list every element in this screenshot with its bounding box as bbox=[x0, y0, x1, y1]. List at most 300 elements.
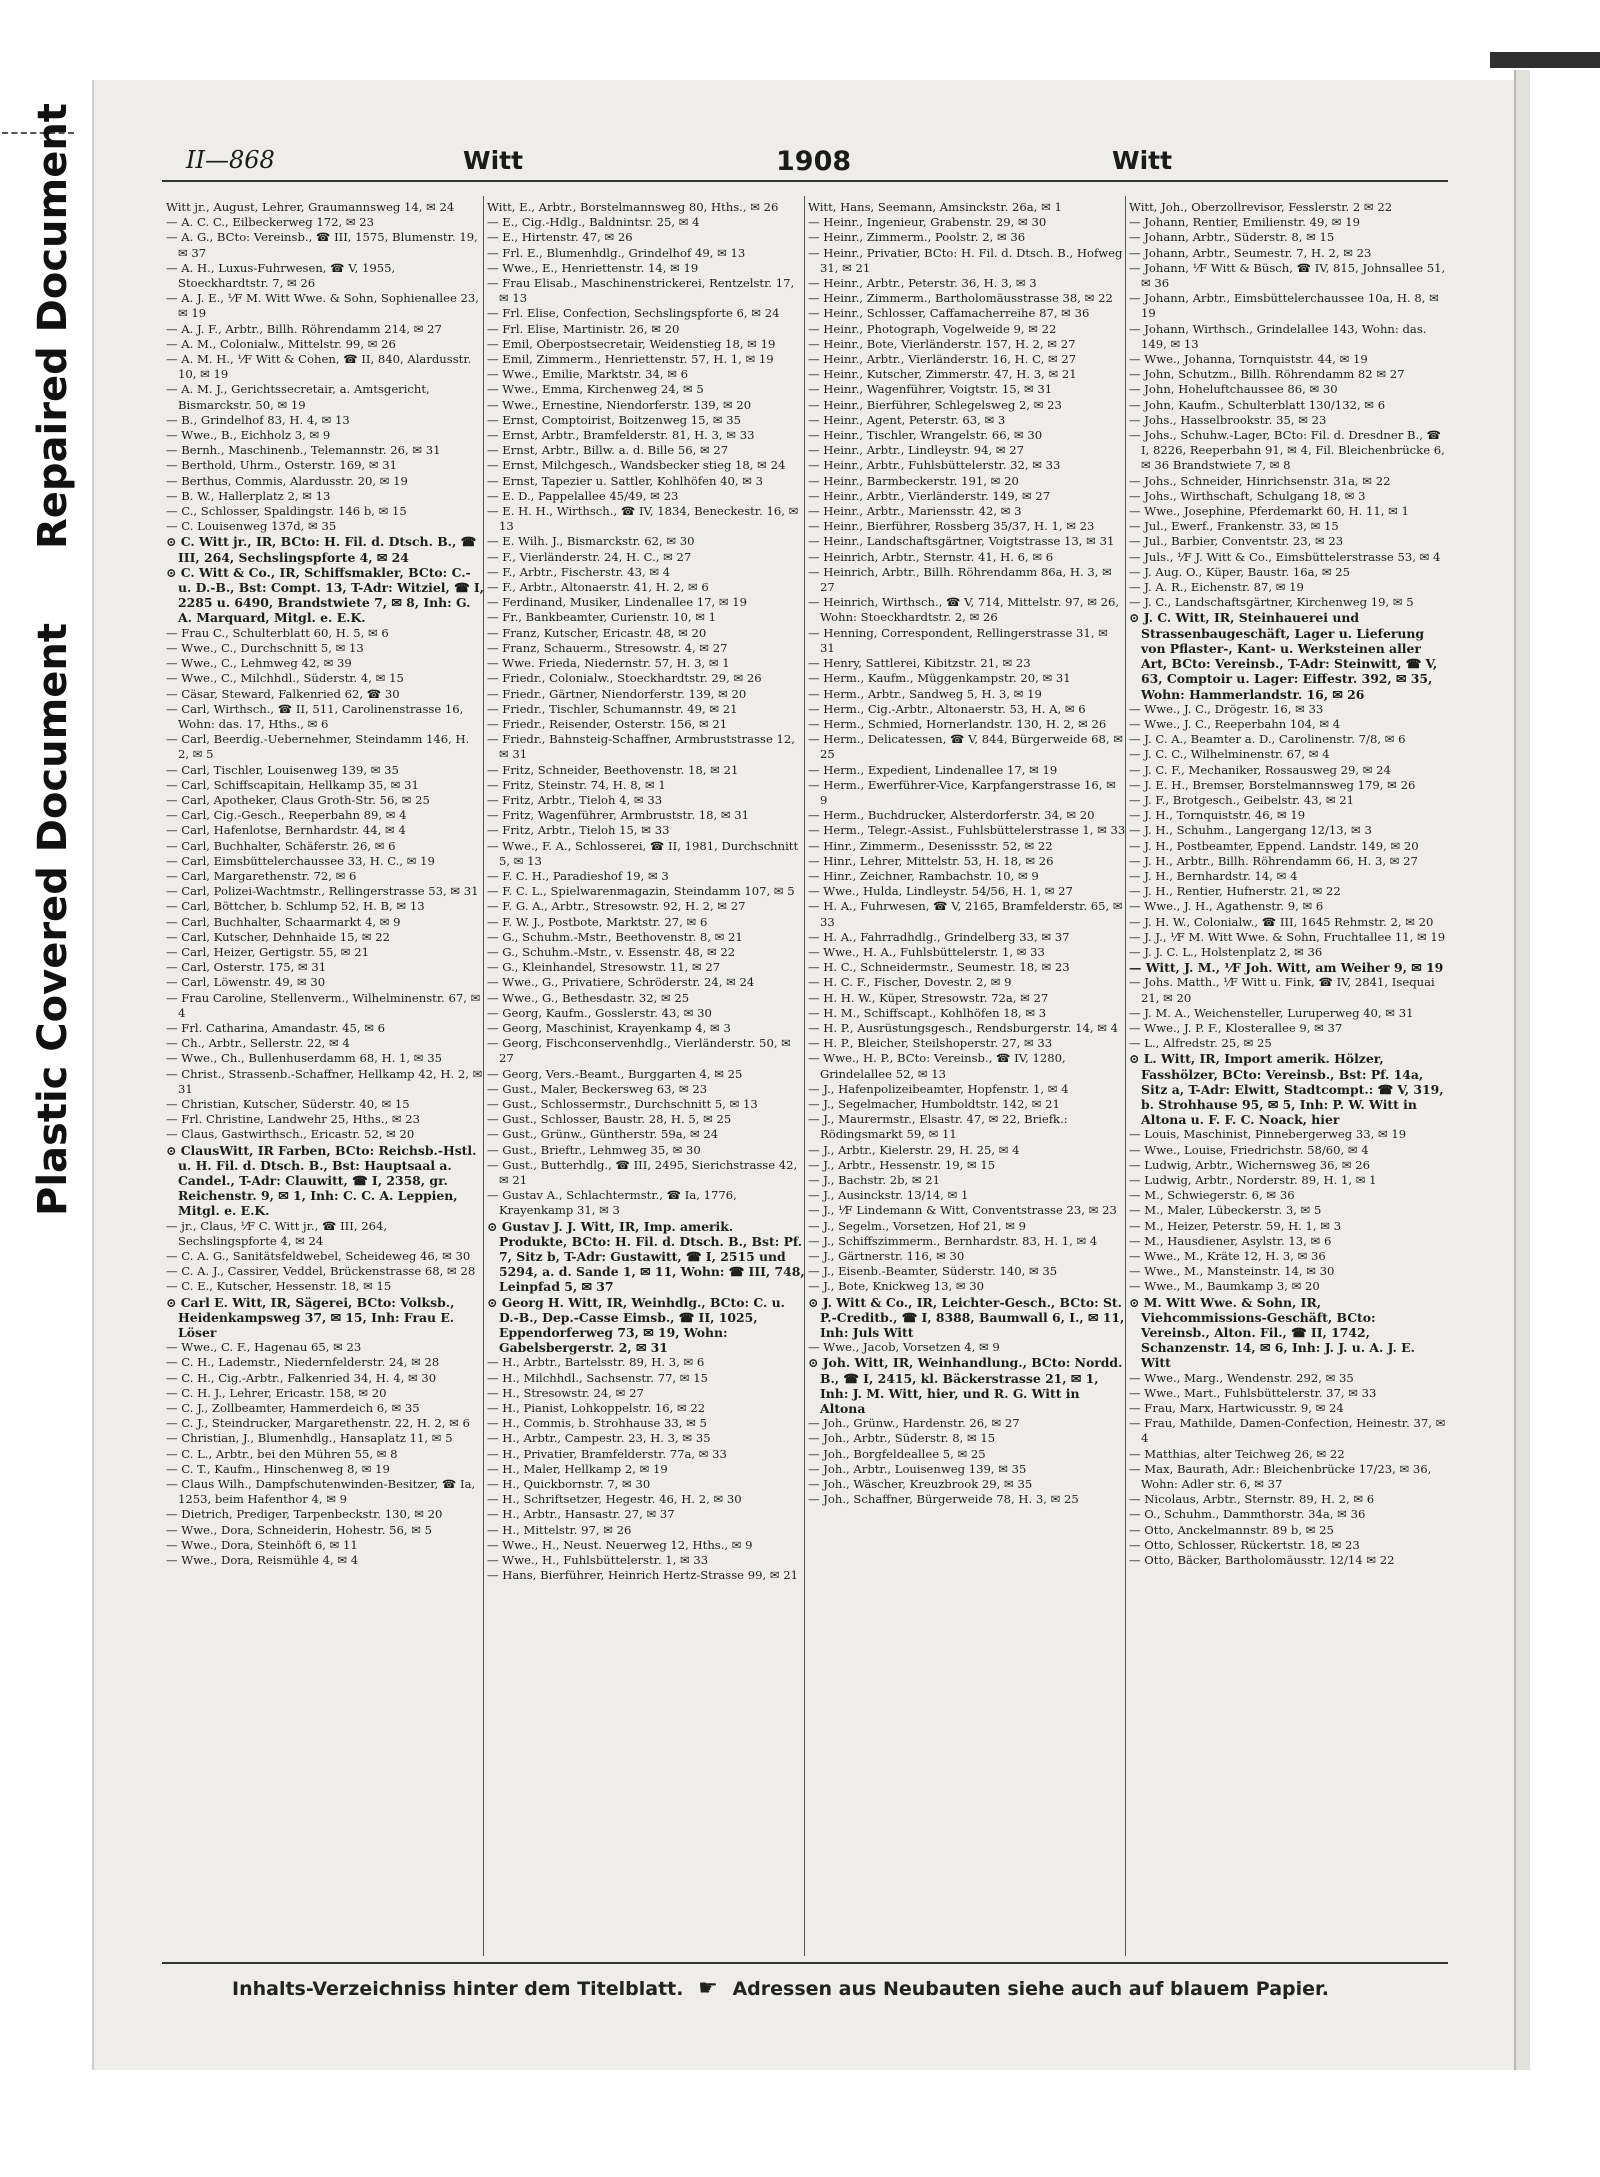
page-edge-right bbox=[1514, 70, 1530, 2070]
directory-entry: — Johann, Wirthsch., Grindelallee 143, Wohn: das. 149, ✉ 13 bbox=[1129, 321, 1427, 351]
directory-entry: — Heinr., Bote, Vierländerstr. 157, H. 2, ✉ 27 bbox=[808, 336, 1076, 351]
directory-entry: — H., Milchhdl., Sachsenstr. 77, ✉ 15 bbox=[487, 1370, 708, 1385]
directory-entry: — J. C. A., Beamter a. D., Carolinenstr. 7/8, ✉ 6 bbox=[1129, 732, 1406, 747]
directory-entry: — Wwe., J. H., Agathenstr. 9, ✉ 6 bbox=[1129, 899, 1324, 914]
directory-entry: — Witt, J. M., ⅟F Joh. Witt, am Weiher 9, ✉ 19 bbox=[1129, 960, 1444, 976]
directory-entry: — H., Schriftsetzer, Hegestr. 46, H. 2, ✉ 30 bbox=[487, 1492, 742, 1507]
directory-entry: — G., Kleinhandel, Stresowstr. 11, ✉ 27 bbox=[487, 960, 721, 975]
directory-entry: — Joh., Grünw., Hardenstr. 26, ✉ 27 bbox=[808, 1416, 1020, 1431]
directory-entry: — J. A. R., Eichenstr. 87, ✉ 19 bbox=[1129, 580, 1304, 595]
directory-entry: — Frl. E., Blumenhdlg., Grindelhof 49, ✉ 13 bbox=[487, 245, 746, 260]
directory-entry: — A. H., Luxus-Fuhrwesen, ☎ V, 1955, Stoeckhardtstr. 7, ✉ 26 bbox=[166, 260, 396, 291]
directory-entry: — Claus, Gastwirthsch., Ericastr. 52, ✉ 20 bbox=[166, 1127, 415, 1142]
directory-entry: — J. M. A., Weichensteller, Luruperweg 40, ✉ 31 bbox=[1129, 1005, 1414, 1020]
directory-entry: — Wwe., Emilie, Marktstr. 34, ✉ 6 bbox=[487, 367, 689, 382]
directory-entry: — Ernst, Tapezier u. Sattler, Kohlhöfen 40, ✉ 3 bbox=[487, 473, 764, 488]
directory-entry: — Carl, Osterstr. 175, ✉ 31 bbox=[166, 960, 327, 975]
directory-entry: Witt, E., Arbtr., Borstelmannsweg 80, Hths., ✉ 26 bbox=[487, 200, 779, 214]
directory-entry: — Heinr., Arbtr., Fuhlsbüttelerstr. 32, ✉ 33 bbox=[808, 458, 1061, 473]
directory-entry: — Friedr., Reisender, Osterstr. 156, ✉ 21 bbox=[487, 716, 728, 731]
plastic-covered-label: Plastic Covered Document bbox=[30, 622, 76, 1216]
directory-entry: — Johann, Rentier, Emilienstr. 49, ✉ 19 bbox=[1129, 215, 1360, 230]
directory-entry: ⊙ Carl E. Witt, IR, Sägerei, BCto: Volksb., Heidenkampsweg 37, ✉ 15, Inh: Frau E. Löser bbox=[166, 1294, 455, 1341]
directory-entry: — Frl. Catharina, Amandastr. 45, ✉ 6 bbox=[166, 1020, 385, 1035]
directory-entry: — Gust., Schlosser, Baustr. 28, H. 5, ✉ 25 bbox=[487, 1112, 732, 1127]
directory-entry: — Georg, Maschinist, Krayenkamp 4, ✉ 3 bbox=[487, 1020, 731, 1035]
directory-entry: — C. H., Lademstr., Niedernfelderstr. 24, ✉ 28 bbox=[166, 1355, 440, 1370]
directory-entry: — Herm., Schmied, Hornerlandstr. 130, H. 2, ✉ 26 bbox=[808, 716, 1107, 731]
directory-entry: — Frau Elisab., Maschinenstrickerei, Rentzelstr. 17, ✉ 13 bbox=[487, 276, 795, 306]
directory-entry: — Carl, Löwenstr. 49, ✉ 30 bbox=[166, 975, 326, 990]
directory-entry: — Wwe., B., Eichholz 3, ✉ 9 bbox=[166, 428, 331, 443]
directory-entry: — B. W., Hallerplatz 2, ✉ 13 bbox=[166, 488, 331, 503]
directory-entry: — C. A. J., Cassirer, Veddel, Brückenstrasse 68, ✉ 28 bbox=[166, 1264, 476, 1279]
directory-entry: — Bernh., Maschinenb., Telemannstr. 26, ✉ 31 bbox=[166, 443, 441, 458]
directory-entry: — Christian, J., Blumenhdlg., Hansaplatz 11, ✉ 5 bbox=[166, 1431, 453, 1446]
directory-entry: — Wwe., C., Lehmweg 42, ✉ 39 bbox=[166, 656, 352, 671]
directory-entry: — Otto, Bäcker, Bartholomäusstr. 12/14 ✉ 22 bbox=[1129, 1553, 1395, 1568]
directory-entry: — Fritz, Arbtr., Tieloh 15, ✉ 33 bbox=[487, 823, 670, 838]
directory-entry: — Wwe., F. A., Schlosserei, ☎ II, 1981, Durchschnitt 5, ✉ 13 bbox=[487, 838, 799, 868]
directory-entry: — Ernst, Arbtr., Billw. a. d. Bille 56, ✉ 27 bbox=[487, 443, 729, 458]
directory-entry: — Georg, Kaufm., Gosslerstr. 43, ✉ 30 bbox=[487, 1005, 712, 1020]
directory-entry: — Emil, Oberpostsecretair, Weidenstieg 18, ✉ 19 bbox=[487, 336, 776, 351]
directory-entry: — C. A. G., Sanitätsfeldwebel, Scheideweg 46, ✉ 30 bbox=[166, 1249, 471, 1264]
directory-entry: — J. J., ⅟F M. Witt Wwe. & Sohn, Fruchtallee 11, ✉ 19 bbox=[1129, 929, 1446, 944]
directory-entry: — Ludwig, Arbtr., Norderstr. 89, H. 1, ✉ 1 bbox=[1129, 1173, 1377, 1187]
directory-entry: — Jul., Barbier, Conventstr. 23, ✉ 23 bbox=[1129, 534, 1344, 549]
directory-entry: — Otto, Anckelmannstr. 89 b, ✉ 25 bbox=[1129, 1522, 1334, 1537]
directory-entry: — Heinr., Zimmerm., Bartholomäusstrasse 38, ✉ 22 bbox=[808, 291, 1113, 306]
directory-entry: — J. H., Rentier, Hufnerstr. 21, ✉ 22 bbox=[1129, 884, 1341, 899]
directory-entry: — Berthus, Commis, Alardusstr. 20, ✉ 19 bbox=[166, 473, 408, 488]
directory-entry: — Heinr., Photograph, Vogelweide 9, ✉ 22 bbox=[808, 321, 1057, 336]
header-right-name: Witt bbox=[1112, 146, 1173, 175]
directory-entry: — Heinr., Agent, Peterstr. 63, ✉ 3 bbox=[808, 412, 1006, 427]
directory-entry: — J., Hafenpolizeibeamter, Hopfenstr. 1, ✉ 4 bbox=[808, 1081, 1069, 1096]
directory-entry: — Heinr., Arbtr., Peterstr. 36, H. 3, ✉ 3 bbox=[808, 276, 1037, 291]
directory-entry: — A. M. H., ⅟F Witt & Cohen, ☎ II, 840, Alardusstr. 10, ✉ 19 bbox=[166, 352, 472, 382]
directory-entry: — Jul., Ewerf., Frankenstr. 33, ✉ 15 bbox=[1129, 519, 1339, 534]
pointing-hand-icon: ☛ bbox=[698, 1976, 718, 2001]
directory-entry: — Heinr., Privatier, BCto: H. Fil. d. Dtsch. B., Hofweg 31, ✉ 21 bbox=[808, 245, 1123, 275]
directory-entry: Witt jr., August, Lehrer, Graumannsweg 14, ✉ 24 bbox=[166, 200, 455, 214]
directory-entry: — Carl, Margarethenstr. 72, ✉ 6 bbox=[166, 868, 357, 883]
directory-entry: — Joh., Arbtr., Süderstr. 8, ✉ 15 bbox=[808, 1431, 996, 1446]
directory-entry: — Wwe., Dora, Reismühle 4, ✉ 4 bbox=[166, 1553, 359, 1568]
directory-entry: — J., Bote, Knickweg 13, ✉ 30 bbox=[808, 1279, 984, 1294]
directory-entry: — H., Arbtr., Bartelsstr. 89, H. 3, ✉ 6 bbox=[487, 1355, 705, 1370]
directory-entry: ⊙ Gustav J. J. Witt, IR, Imp. amerik. Produkte, BCto: H. Fil. d. Dtsch. B., Bst: Pf. 7, Sitz b, T-Adr: Gustawitt, ☎ I, 2515 und 5294, a. d. Sande 1, ✉ 11, Wohn: ☎ III, 748, Leinpfad 5, ✉ 37 bbox=[487, 1218, 805, 1295]
directory-entry: — Joh., Schaffner, Bürgerweide 78, H. 3, ✉ 25 bbox=[808, 1492, 1079, 1507]
directory-entry: — J., Segelm., Vorsetzen, Hof 21, ✉ 9 bbox=[808, 1218, 1026, 1233]
directory-entry: — Wwe., M., Kräte 12, H. 3, ✉ 36 bbox=[1129, 1249, 1326, 1264]
directory-entry: — J., Bachstr. 2b, ✉ 21 bbox=[808, 1173, 941, 1187]
directory-entry: — Fr., Bankbeamter, Curienstr. 10, ✉ 1 bbox=[487, 610, 716, 625]
page-edge-shadow bbox=[1490, 52, 1600, 68]
directory-entry: ⊙ M. Witt Wwe. & Sohn, IR, Viehcommissions-Geschäft, BCto: Vereinsb., Alton. Fil., ☎ II, 1742, Schanzenstr. 14, ✉ 6, Inh: J. J. u. A. J. E. Witt bbox=[1129, 1294, 1415, 1371]
directory-entry: — H., Quickbornstr. 7, ✉ 30 bbox=[487, 1477, 651, 1492]
directory-entry: — Herm., Cig.-Arbtr., Altonaerstr. 53, H. A, ✉ 6 bbox=[808, 701, 1086, 716]
footer-index-note: Inhalts-Verzeichniss hinter dem Titelblatt. bbox=[232, 1978, 684, 2000]
directory-entry: — H., Privatier, Bramfelderstr. 77a, ✉ 33 bbox=[487, 1446, 727, 1461]
directory-entry: — Heinr., Landschaftsgärtner, Voigtstrasse 13, ✉ 31 bbox=[808, 534, 1115, 549]
directory-entry: — Heinr., Arbtr., Lindleystr. 94, ✉ 27 bbox=[808, 443, 1025, 458]
directory-entry: — Ernst, Arbtr., Bramfelderstr. 81, H. 3, ✉ 33 bbox=[487, 428, 755, 443]
column-divider bbox=[804, 196, 805, 1956]
directory-entry: — E. D., Pappelallee 45/49, ✉ 23 bbox=[487, 488, 679, 503]
directory-entry: — Wwe., H. P., BCto: Vereinsb., ☎ IV, 1280, Grindelallee 52, ✉ 13 bbox=[808, 1051, 1066, 1081]
directory-entry: — Otto, Schlosser, Rückertstr. 18, ✉ 23 bbox=[1129, 1537, 1360, 1552]
directory-entry: — Johann, Arbtr., Seumestr. 7, H. 2, ✉ 23 bbox=[1129, 245, 1372, 260]
directory-entry: — Gust., Schlossermstr., Durchschnitt 5, ✉ 13 bbox=[487, 1096, 758, 1111]
directory-entry: — Dietrich, Prediger, Tarpenbeckstr. 130, ✉ 20 bbox=[166, 1507, 443, 1522]
directory-entry: — Wwe., Josephine, Pferdemarkt 60, H. 11, ✉ 1 bbox=[1129, 504, 1409, 519]
directory-entry: — G., Schuhm.-Mstr., Beethovenstr. 8, ✉ 21 bbox=[487, 929, 743, 944]
directory-entry: — E., Cig.-Hdlg., Baldnintsr. 25, ✉ 4 bbox=[487, 215, 700, 230]
directory-entry: — F. G. A., Arbtr., Stresowstr. 92, H. 2, ✉ 27 bbox=[487, 899, 746, 914]
directory-entry: — H., Commis, b. Strohhause 33, ✉ 5 bbox=[487, 1416, 707, 1431]
directory-entry: — B., Grindelhof 83, H. 4, ✉ 13 bbox=[166, 412, 350, 427]
directory-entry: — J. H. W., Colonialw., ☎ III, 1645 Rehmstr. 2, ✉ 20 bbox=[1129, 914, 1434, 929]
directory-entry: — Heinr., Bierführer, Rossberg 35/37, H. 1, ✉ 23 bbox=[808, 519, 1095, 534]
directory-entry: — Wwe., Jacob, Vorsetzen 4, ✉ 9 bbox=[808, 1340, 1000, 1355]
directory-entry: ⊙ J. C. Witt, IR, Steinhauerei und Strassenbaugeschäft, Lager u. Lieferung von Pflaster-, Kant- u. Werksteinen aller Art, BCto: Vereinsb., T-Adr: Steinwitt, ☎ V, 63, Comptoir u. Lager: Eiffestr. 392, ✉ 35, Wohn: Hammerlandstr. 16, ✉ 26 bbox=[1129, 610, 1438, 702]
repaired-label: Repaired Document bbox=[30, 103, 76, 550]
directory-entry: — Carl, Heizer, Gertigstr. 55, ✉ 21 bbox=[166, 944, 369, 959]
directory-entry: — Fritz, Steinstr. 74, H. 8, ✉ 1 bbox=[487, 777, 666, 792]
directory-entry: — Heinr., Arbtr., Vierländerstr. 149, ✉ 27 bbox=[808, 488, 1051, 503]
directory-entry: — Wwe., M., Mansteinstr. 14, ✉ 30 bbox=[1129, 1264, 1335, 1279]
directory-entry: — Ernst, Comptoirist, Boitzenweg 15, ✉ 35 bbox=[487, 412, 742, 427]
directory-entry: — J., Arbtr., Hessenstr. 19, ✉ 15 bbox=[808, 1157, 996, 1172]
column-2 bbox=[487, 200, 805, 1952]
directory-entry: — G., Schuhm.-Mstr., v. Essenstr. 48, ✉ 22 bbox=[487, 944, 736, 959]
directory-entry: — J. Aug. O., Küper, Baustr. 16a, ✉ 25 bbox=[1129, 564, 1351, 579]
directory-entry: — Georg, Fischconservenhdlg., Vierländerstr. 50, ✉ 27 bbox=[487, 1036, 791, 1066]
directory-entry: — Herm., Kaufm., Müggenkampstr. 20, ✉ 31 bbox=[808, 671, 1071, 686]
directory-entry: — Johs., Hasselbrookstr. 35, ✉ 23 bbox=[1129, 412, 1327, 427]
directory-entry: — Wwe., J. P. F., Klosterallee 9, ✉ 37 bbox=[1129, 1020, 1343, 1035]
directory-entry: — Ferdinand, Musiker, Lindenallee 17, ✉ 19 bbox=[487, 595, 748, 610]
directory-entry: — Wwe., Ernestine, Niendorferstr. 139, ✉ 20 bbox=[487, 397, 752, 412]
directory-entry: — J. C. F., Mechaniker, Rossausweg 29, ✉ 24 bbox=[1129, 762, 1391, 777]
directory-entry: — Frl. Elise, Confection, Sechslingspforte 6, ✉ 24 bbox=[487, 306, 780, 321]
directory-entry: — Johann, Arbtr., Süderstr. 8, ✉ 15 bbox=[1129, 230, 1335, 245]
directory-entry: — Carl, Apotheker, Claus Groth-Str. 56, ✉ 25 bbox=[166, 792, 430, 807]
directory-entry: — Herm., Delicatessen, ☎ V, 844, Bürgerweide 68, ✉ 25 bbox=[808, 732, 1123, 762]
column-4 bbox=[1129, 200, 1447, 1952]
directory-entry: — Wwe., C., Durchschnitt 5, ✉ 13 bbox=[166, 640, 364, 655]
directory-entry: — jr., Claus, ⅟F C. Witt jr., ☎ III, 264, Sechslingspforte 4, ✉ 24 bbox=[166, 1218, 388, 1248]
directory-entry: — M., Heizer, Peterstr. 59, H. 1, ✉ 3 bbox=[1129, 1218, 1342, 1233]
directory-entry: — M., Schwiegerstr. 6, ✉ 36 bbox=[1129, 1188, 1295, 1203]
directory-entry: — Wwe., Louise, Friedrichstr. 58/60, ✉ 4 bbox=[1129, 1142, 1369, 1157]
directory-entry: — C. L., Arbtr., bei den Mühren 55, ✉ 8 bbox=[166, 1446, 398, 1461]
directory-entry: — J. J. C. L., Holstenplatz 2, ✉ 36 bbox=[1129, 944, 1323, 959]
directory-entry: — Carl, Böttcher, b. Schlump 52, H. B, ✉ 13 bbox=[166, 899, 425, 914]
directory-entry: — J. E. H., Bremser, Borstelmannsweg 179, ✉ 26 bbox=[1129, 777, 1416, 792]
directory-entry: — Wwe., Mart., Fuhlsbüttelerstr. 37, ✉ 33 bbox=[1129, 1385, 1377, 1400]
directory-entry: — Ernst, Milchgesch., Wandsbecker stieg 18, ✉ 24 bbox=[487, 458, 786, 473]
directory-entry: — Heinr., Arbtr., Vierländerstr. 16, H. C, ✉ 27 bbox=[808, 352, 1077, 367]
directory-entry: — Fritz, Arbtr., Tieloh 4, ✉ 33 bbox=[487, 792, 663, 807]
column-divider bbox=[483, 196, 484, 1956]
directory-entry: — Max, Baurath, Adr.: Bleichenbrücke 17/23, ✉ 36, Wohn: Adler str. 6, ✉ 37 bbox=[1129, 1461, 1432, 1492]
directory-entry: — Claus Wilh., Dampfschutenwinden-Besitzer, ☎ Ia, 1253, beim Hafenthor 4, ✉ 9 bbox=[166, 1477, 476, 1507]
directory-entry: — Frau Caroline, Stellenverm., Wilhelminenstr. 67, ✉ 4 bbox=[166, 990, 481, 1020]
directory-entry: — H. C., Schneidermstr., Seumestr. 18, ✉ 23 bbox=[808, 960, 1070, 975]
directory-entry: — J., Ausinckstr. 13/14, ✉ 1 bbox=[808, 1188, 969, 1203]
directory-entry: — J., Gärtnerstr. 116, ✉ 30 bbox=[808, 1249, 965, 1264]
directory-entry: — Frl. Christine, Landwehr 25, Hths., ✉ 23 bbox=[166, 1112, 421, 1127]
column-1 bbox=[166, 200, 484, 1952]
directory-entry: — J. C. C., Wilhelminenstr. 67, ✉ 4 bbox=[1129, 747, 1330, 762]
directory-entry: — Wwe., J. C., Reeperbahn 104, ✉ 4 bbox=[1129, 716, 1341, 731]
directory-entry: — M., Hausdiener, Asylstr. 13, ✉ 6 bbox=[1129, 1233, 1332, 1248]
directory-entry: — John, Hoheluftchaussee 86, ✉ 30 bbox=[1129, 382, 1338, 397]
directory-entry: — Berthold, Uhrm., Osterstr. 169, ✉ 31 bbox=[166, 458, 398, 473]
directory-entry: — Carl, Schiffscapitain, Hellkamp 35, ✉ 31 bbox=[166, 777, 419, 792]
directory-entry: — Carl, Buchhalter, Schaarmarkt 4, ✉ 9 bbox=[166, 914, 401, 929]
directory-entry: — J., Schiffszimmerm., Bernhardstr. 83, H. 1, ✉ 4 bbox=[808, 1233, 1098, 1248]
directory-entry: ⊙ C. Witt jr., IR, BCto: H. Fil. d. Dtsch. B., ☎ III, 264, Sechslingspforte 4, ✉ 24 bbox=[166, 534, 477, 565]
directory-entry: — J. H., Arbtr., Billh. Röhrendamm 66, H. 3, ✉ 27 bbox=[1129, 853, 1418, 868]
directory-entry: — Joh., Wäscher, Kreuzbrook 29, ✉ 35 bbox=[808, 1477, 1033, 1492]
directory-entry: ⊙ Georg H. Witt, IR, Weinhdlg., BCto: C. u. D.-B., Dep.-Casse Eimsb., ☎ II, 1025, Eppendorferweg 73, ✉ 19, Wohn: Gabelsbergerstr. 2, ✉ 31 bbox=[487, 1294, 785, 1356]
directory-entry: — Carl, Cig.-Gesch., Reeperbahn 89, ✉ 4 bbox=[166, 808, 407, 823]
directory-entry: — Herm., Expedient, Lindenallee 17, ✉ 19 bbox=[808, 762, 1058, 777]
directory-entry: — H. P., Bleicher, Steilshoperstr. 27, ✉ 33 bbox=[808, 1036, 1053, 1051]
directory-entry: — M., Maler, Lübeckerstr. 3, ✉ 5 bbox=[1129, 1203, 1322, 1218]
header-rule bbox=[162, 180, 1448, 182]
header-left-name: Witt bbox=[463, 146, 524, 175]
directory-entry: — L., Alfredstr. 25, ✉ 25 bbox=[1129, 1036, 1272, 1051]
directory-entry: ⊙ Joh. Witt, IR, Weinhandlung., BCto: Nordd. B., ☎ I, 2415, kl. Bäckerstrasse 21, ✉ 1, Inh: J. M. Witt, hier, und R. G. Witt in Altona bbox=[808, 1355, 1123, 1417]
directory-entry: — H., Arbtr., Hansastr. 27, ✉ 37 bbox=[487, 1507, 675, 1522]
footer-rule bbox=[162, 1962, 1448, 1964]
directory-entry: — Wwe., M., Baumkamp 3, ✉ 20 bbox=[1129, 1279, 1320, 1294]
directory-entry: — Wwe., E., Henriettenstr. 14, ✉ 19 bbox=[487, 260, 699, 275]
directory-entry: — J. H., Bernhardstr. 14, ✉ 4 bbox=[1129, 868, 1298, 883]
directory-entry: — J. H., Tornquiststr. 46, ✉ 19 bbox=[1129, 808, 1306, 823]
directory-entry: — A. C. C., Eilbeckerweg 172, ✉ 23 bbox=[166, 215, 374, 230]
directory-entry: — Johann, Arbtr., Eimsbüttelerchaussee 10a, H. 8, ✉ 19 bbox=[1129, 291, 1439, 321]
directory-entry: — Carl, Kutscher, Dehnhaide 15, ✉ 22 bbox=[166, 929, 391, 944]
directory-entry: Witt, Joh., Oberzollrevisor, Fesslerstr. 2 ✉ 22 bbox=[1129, 200, 1393, 214]
directory-entry: — Heinr., Kutscher, Zimmerstr. 47, H. 3, ✉ 21 bbox=[808, 367, 1077, 382]
directory-entry: — E., Hirtenstr. 47, ✉ 26 bbox=[487, 230, 633, 245]
directory-entry: — Johs., Schuhw.-Lager, BCto: Fil. d. Dresdner B., ☎ I, 8226, Reeperbahn 91, ✉ 4, Fil. Bleichenbrücke 6, ✉ 36 Brandstwiete 7, ✉ 8 bbox=[1129, 428, 1445, 473]
directory-entry: — Wwe., G., Bethesdastr. 32, ✉ 25 bbox=[487, 990, 690, 1005]
directory-entry: — Wwe., Emma, Kirchenweg 24, ✉ 5 bbox=[487, 382, 704, 397]
directory-entry: — J. H., Schuhm., Langergang 12/13, ✉ 3 bbox=[1129, 823, 1372, 838]
directory-entry: — Carl, Tischler, Louisenweg 139, ✉ 35 bbox=[166, 762, 399, 777]
directory-entry: — C. T., Kaufm., Hinschenweg 8, ✉ 19 bbox=[166, 1461, 390, 1476]
column-divider bbox=[1125, 196, 1126, 1956]
directory-entry: — F., Arbtr., Altonaerstr. 41, H. 2, ✉ 6 bbox=[487, 580, 709, 595]
directory-entry: — Joh., Borgfeldeallee 5, ✉ 25 bbox=[808, 1446, 986, 1461]
directory-entry: — C. Louisenweg 137d, ✉ 35 bbox=[166, 519, 337, 534]
directory-entry: — A. J. E., ⅟F M. Witt Wwe. & Sohn, Sophienallee 23, ✉ 19 bbox=[166, 291, 479, 321]
directory-entry: — Heinr., Schlosser, Caffamacherreihe 87, ✉ 36 bbox=[808, 306, 1090, 321]
directory-entry: — Heinrich, Wirthsch., ☎ V, 714, Mittelstr. 97, ✉ 26, Wohn: Stoeckhardtstr. 2, ✉ 26 bbox=[808, 595, 1120, 625]
directory-entry: — Carl, Beerdig.-Uebernehmer, Steindamm 146, H. 2, ✉ 5 bbox=[166, 732, 470, 762]
directory-entry: — H. A., Fahrradhdlg., Grindelberg 33, ✉ 37 bbox=[808, 929, 1070, 944]
directory-entry: — C., Schlosser, Spaldingstr. 146 b, ✉ 15 bbox=[166, 504, 407, 519]
directory-entry: — Herm., Ewerführer-Vice, Karpfangerstrasse 16, ✉ 9 bbox=[808, 777, 1116, 807]
directory-entry: — Johs., Schneider, Hinrichsenstr. 31a, ✉ 22 bbox=[1129, 473, 1391, 488]
directory-entry: — Wwe., C. F., Hagenau 65, ✉ 23 bbox=[166, 1340, 362, 1355]
directory-entry: — Herm., Telegr.-Assist., Fuhlsbüttelerstrasse 1, ✉ 33 bbox=[808, 823, 1126, 838]
directory-entry: — Wwe., Johanna, Tornquiststr. 44, ✉ 19 bbox=[1129, 352, 1368, 367]
directory-entry: — Wwe., H., Fuhlsbüttelerstr. 1, ✉ 33 bbox=[487, 1553, 709, 1568]
directory-entry: — A. J. F., Arbtr., Billh. Röhrendamm 214, ✉ 27 bbox=[166, 321, 442, 336]
directory-entry: — Henning, Correspondent, Rellingerstrasse 31, ✉ 31 bbox=[808, 625, 1108, 655]
directory-entry: ⊙ L. Witt, IR, Import amerik. Hölzer, Fasshölzer, BCto: Vereinsb., Bst: Pf. 14a, Sitz a, T-Adr: Elwitt, Stadtcompt.: ☎ V, 319, b. Strohhause 95, ✉ 5, Inh: P. W. Witt in Altona u. F. F. C. Noack, hier bbox=[1129, 1051, 1444, 1128]
directory-entry: — Fritz, Wagenführer, Armbruststr. 18, ✉ 31 bbox=[487, 808, 750, 823]
directory-entry: — E. Wilh. J., Bismarckstr. 62, ✉ 30 bbox=[487, 534, 695, 549]
directory-entry: — John, Kaufm., Schulterblatt 130/132, ✉ 6 bbox=[1129, 397, 1386, 412]
directory-entry: — Gust., Brieftr., Lehmweg 35, ✉ 30 bbox=[487, 1142, 701, 1157]
directory-entry: — H., Arbtr., Campestr. 23, H. 3, ✉ 35 bbox=[487, 1431, 711, 1446]
directory-entry: — Wwe. Frieda, Niedernstr. 57, H. 3, ✉ 1 bbox=[487, 656, 730, 671]
directory-entry: — Carl, Wirthsch., ☎ II, 511, Carolinenstrasse 16, Wohn: das. 17, Hths., ✉ 6 bbox=[166, 701, 464, 731]
directory-entry: — Nicolaus, Arbtr., Sternstr. 89, H. 2, ✉ 6 bbox=[1129, 1492, 1375, 1507]
directory-entry: — Joh., Arbtr., Louisenweg 139, ✉ 35 bbox=[808, 1461, 1027, 1476]
directory-entry: — Wwe., C., Milchhdl., Süderstr. 4, ✉ 15 bbox=[166, 671, 404, 686]
directory-entry: — Juls., ⅟F J. Witt & Co., Eimsbüttelerstrasse 53, ✉ 4 bbox=[1129, 549, 1441, 564]
directory-entry: — Cäsar, Steward, Falkenried 62, ☎ 30 bbox=[166, 686, 400, 701]
directory-entry: — Heinr., Arbtr., Mariensstr. 42, ✉ 3 bbox=[808, 504, 1022, 519]
directory-entry: — Christian, Kutscher, Süderstr. 40, ✉ 15 bbox=[166, 1096, 410, 1111]
directory-entry: — C. J., Zollbeamter, Hammerdeich 6, ✉ 35 bbox=[166, 1401, 420, 1416]
directory-entry: — Wwe., H. A., Fuhlsbüttelerstr. 1, ✉ 33 bbox=[808, 944, 1045, 959]
directory-entry: — A. M., Colonialw., Mittelstr. 99, ✉ 26 bbox=[166, 336, 396, 351]
directory-entry: — Heinr., Zimmerm., Poolstr. 2, ✉ 36 bbox=[808, 230, 1026, 245]
directory-entry: — Gust., Grünw., Güntherstr. 59a, ✉ 24 bbox=[487, 1127, 719, 1142]
directory-entry: — Franz, Kutscher, Ericastr. 48, ✉ 20 bbox=[487, 625, 707, 640]
directory-entry: — Louis, Maschinist, Pinnebergerweg 33, ✉ 19 bbox=[1129, 1127, 1407, 1142]
directory-entry: — Ludwig, Arbtr., Wichernsweg 36, ✉ 26 bbox=[1129, 1157, 1370, 1172]
directory-entry: — Johs. Matth., ⅟F Witt u. Fink, ☎ IV, 2841, Isequai 21, ✉ 20 bbox=[1129, 975, 1435, 1005]
directory-entry: — H. A., Fuhrwesen, ☎ V, 2165, Bramfelderstr. 65, ✉ 33 bbox=[808, 899, 1123, 929]
directory-entry: — C. J., Steindrucker, Margarethenstr. 22, H. 2, ✉ 6 bbox=[166, 1416, 470, 1431]
directory-entry: — John, Schutzm., Billh. Röhrendamm 82 ✉ 27 bbox=[1129, 367, 1405, 382]
directory-entry: Witt, Hans, Seemann, Amsinckstr. 26a, ✉ 1 bbox=[808, 200, 1062, 214]
directory-entry: — H., Stresowstr. 24, ✉ 27 bbox=[487, 1385, 644, 1400]
directory-entry: ⊙ ClausWitt, IR Farben, BCto: Reichsb.-Hstl. u. H. Fil. d. Dtsch. B., Bst: Hauptsaal a. Candel., T-Adr: Clauwitt, ☎ I, 2358, gr. Reichenstr. 9, ✉ 1, Inh: C. C. A. Leppien, Mitgl. e. E.K. bbox=[166, 1142, 477, 1219]
directory-entry: ⊙ C. Witt & Co., IR, Schiffsmakler, BCto: C.- u. D.-B., Bst: Compt. 13, T-Adr: Witziel, ☎ I, 2285 u. 6490, Brandstwiete 7, ✉ 8, Inh: G. A. Marquard, Mitgl. e. E.K. bbox=[166, 564, 484, 626]
page-number: II—868 bbox=[186, 146, 275, 174]
directory-entry: — E. H. H., Wirthsch., ☎ IV, 1834, Beneckestr. 16, ✉ 13 bbox=[487, 504, 799, 534]
directory-entry: — J. C., Landschaftsgärtner, Kirchenweg 19, ✉ 5 bbox=[1129, 595, 1414, 610]
directory-entry: — Heinr., Ingenieur, Grabenstr. 29, ✉ 30 bbox=[808, 215, 1047, 230]
directory-entry: — Friedr., Bahnsteig-Schaffner, Armbruststrasse 12, ✉ 31 bbox=[487, 732, 795, 762]
directory-entry: — Johann, ⅟F Witt & Büsch, ☎ IV, 815, Johnsallee 51, ✉ 36 bbox=[1129, 260, 1446, 291]
header-year: 1908 bbox=[776, 146, 852, 177]
directory-entry: — Ch., Arbtr., Sellerstr. 22, ✉ 4 bbox=[166, 1036, 350, 1051]
directory-entry: — Wwe., H., Neust. Neuerweg 12, Hths., ✉ 9 bbox=[487, 1537, 753, 1552]
directory-entry: — Heinrich, Arbtr., Sternstr. 41, H. 6, ✉ 6 bbox=[808, 549, 1054, 564]
directory-entry: — H. C. F., Fischer, Dovestr. 2, ✉ 9 bbox=[808, 975, 1012, 990]
directory-entry: — A. M. J., Gerichtssecretair, a. Amtsgericht, Bismarckstr. 50, ✉ 19 bbox=[166, 382, 430, 412]
directory-entry: — Wwe., Hulda, Lindleystr. 54/56, H. 1, ✉ 27 bbox=[808, 884, 1073, 899]
directory-entry: — Christ., Strassenb.-Schaffner, Hellkamp 42, H. 2, ✉ 31 bbox=[166, 1066, 483, 1096]
directory-entry: — Frl. Elise, Martinistr. 26, ✉ 20 bbox=[487, 321, 680, 336]
directory-entry: — Matthias, alter Teichweg 26, ✉ 22 bbox=[1129, 1446, 1345, 1461]
directory-entry: — Friedr., Gärtner, Niendorferstr. 139, ✉ 20 bbox=[487, 686, 747, 701]
directory-entry: — Hinr., Zimmerm., Desenissstr. 52, ✉ 22 bbox=[808, 838, 1053, 853]
directory-entry: — Emil, Zimmerm., Henriettenstr. 57, H. 1, ✉ 19 bbox=[487, 352, 774, 367]
directory-entry: — Carl, Buchhalter, Schäferstr. 26, ✉ 6 bbox=[166, 838, 396, 853]
directory-entry: — Johs., Wirthschaft, Schulgang 18, ✉ 3 bbox=[1129, 488, 1366, 503]
directory-entry: — Wwe., J. C., Drögestr. 16, ✉ 33 bbox=[1129, 701, 1324, 716]
directory-entry: — Frau, Mathilde, Damen-Confection, Heinestr. 37, ✉ 4 bbox=[1129, 1416, 1446, 1446]
footer-newbuild-note: Adressen aus Neubauten siehe auch auf blauem Papier. bbox=[732, 1978, 1329, 2000]
directory-entry: — F. C. H., Paradieshof 19, ✉ 3 bbox=[487, 868, 669, 883]
directory-entry: — Wwe., G., Privatiere, Schröderstr. 24, ✉ 24 bbox=[487, 975, 755, 990]
directory-entry: — Fritz, Schneider, Beethovenstr. 18, ✉ 21 bbox=[487, 762, 739, 777]
directory-entry: — F. C. L., Spielwarenmagazin, Steindamm 107, ✉ 5 bbox=[487, 884, 795, 899]
directory-entry: — O., Schuhm., Dammthorstr. 34a, ✉ 36 bbox=[1129, 1507, 1366, 1522]
page-header bbox=[186, 146, 1456, 180]
directory-entry: — Carl, Polizei-Wachtmstr., Rellingerstrasse 53, ✉ 31 bbox=[166, 884, 479, 899]
directory-entry: — Hans, Bierführer, Heinrich Hertz-Strasse 99, ✉ 21 bbox=[487, 1568, 799, 1583]
directory-entry: — H. P., Ausrüstungsgesch., Rendsburgerstr. 14, ✉ 4 bbox=[808, 1020, 1119, 1035]
page-footer bbox=[232, 1976, 1432, 2001]
directory-entry: — Heinr., Tischler, Wrangelstr. 66, ✉ 30 bbox=[808, 428, 1043, 443]
directory-entry: — Herm., Buchdrucker, Alsterdorferstr. 34, ✉ 20 bbox=[808, 808, 1095, 823]
annotation-sidebar bbox=[0, 0, 92, 2177]
directory-entry: — C. H., Cig.-Arbtr., Falkenried 34, H. 4, ✉ 30 bbox=[166, 1370, 437, 1385]
directory-entry: — F., Vierländerstr. 24, H. C., ✉ 27 bbox=[487, 549, 692, 564]
directory-entry: — Heinr., Wagenführer, Voigtstr. 15, ✉ 31 bbox=[808, 382, 1053, 397]
directory-entry: — F. W. J., Postbote, Marktstr. 27, ✉ 6 bbox=[487, 914, 708, 929]
directory-entry: — Heinr., Bierführer, Schlegelsweg 2, ✉ 23 bbox=[808, 397, 1062, 412]
directory-entry: — Carl, Hafenlotse, Bernhardstr. 44, ✉ 4 bbox=[166, 823, 406, 838]
directory-entry: — Friedr., Tischler, Schumannstr. 49, ✉ 21 bbox=[487, 701, 738, 716]
directory-entry: — Hinr., Zeichner, Rambachstr. 10, ✉ 9 bbox=[808, 868, 1039, 883]
directory-entry: — J., Arbtr., Kielerstr. 29, H. 25, ✉ 4 bbox=[808, 1142, 1020, 1157]
directory-entry: — Frau C., Schulterblatt 60, H. 5, ✉ 6 bbox=[166, 625, 389, 640]
directory-entry: — Friedr., Colonialw., Stoeckhardtstr. 29, ✉ 26 bbox=[487, 671, 762, 686]
directory-entry: — Georg, Vers.-Beamt., Burggarten 4, ✉ 25 bbox=[487, 1066, 743, 1081]
directory-entry: — J., Segelmacher, Humboldtstr. 142, ✉ 21 bbox=[808, 1096, 1060, 1111]
directory-entry: — Gust., Butterhdlg., ☎ III, 2495, Sierichstrasse 42, ✉ 21 bbox=[487, 1157, 798, 1187]
directory-entry: — C. H. J., Lehrer, Ericastr. 158, ✉ 20 bbox=[166, 1385, 387, 1400]
directory-entry: — Heinrich, Arbtr., Billh. Röhrendamm 86a, H. 3, ✉ 27 bbox=[808, 564, 1112, 595]
directory-entry: — J. H., Postbeamter, Eppend. Landstr. 149, ✉ 20 bbox=[1129, 838, 1419, 853]
directory-entry: — Carl, Eimsbüttelerchaussee 33, H. C., ✉ 19 bbox=[166, 853, 435, 868]
directory-entry: — J., ⅟F Lindemann & Witt, Conventstrasse 23, ✉ 23 bbox=[808, 1203, 1117, 1218]
directory-entry: — Gust., Maler, Beckersweg 63, ✉ 23 bbox=[487, 1081, 708, 1096]
directory-entry: — J. F., Brotgesch., Geibelstr. 43, ✉ 21 bbox=[1129, 792, 1354, 807]
directory-entry: — C. E., Kutscher, Hessenstr. 18, ✉ 15 bbox=[166, 1279, 392, 1294]
directory-entry: — Heinr., Barmbeckerstr. 191, ✉ 20 bbox=[808, 473, 1019, 488]
directory-entry: — J., Eisenb.-Beamter, Süderstr. 140, ✉ 35 bbox=[808, 1264, 1058, 1279]
directory-entry: — Henry, Sattlerei, Kibitzstr. 21, ✉ 23 bbox=[808, 656, 1031, 671]
directory-entry: — H. H. W., Küper, Stresowstr. 72a, ✉ 27 bbox=[808, 990, 1049, 1005]
directory-entry: — Wwe., Marg., Wendenstr. 292, ✉ 35 bbox=[1129, 1370, 1354, 1385]
directory-entry: — Herm., Arbtr., Sandweg 5, H. 3, ✉ 19 bbox=[808, 686, 1042, 701]
directory-entry: — Wwe., Ch., Bullenhuserdamm 68, H. 1, ✉ 35 bbox=[166, 1051, 442, 1066]
directory-entry: — J., Maurermstr., Elsastr. 47, ✉ 22, Briefk.: Rödingsmarkt 59, ✉ 11 bbox=[808, 1112, 1068, 1142]
directory-entry: — H., Mittelstr. 97, ✉ 26 bbox=[487, 1522, 632, 1537]
directory-entry: — A. G., BCto: Vereinsb., ☎ III, 1575, Blumenstr. 19, ✉ 37 bbox=[166, 230, 478, 260]
directory-entry: — Frau, Marx, Hartwicusstr. 9, ✉ 24 bbox=[1129, 1401, 1344, 1416]
directory-entry: — Gustav A., Schlachtermstr., ☎ Ia, 1776, Krayenkamp 31, ✉ 3 bbox=[487, 1188, 737, 1218]
